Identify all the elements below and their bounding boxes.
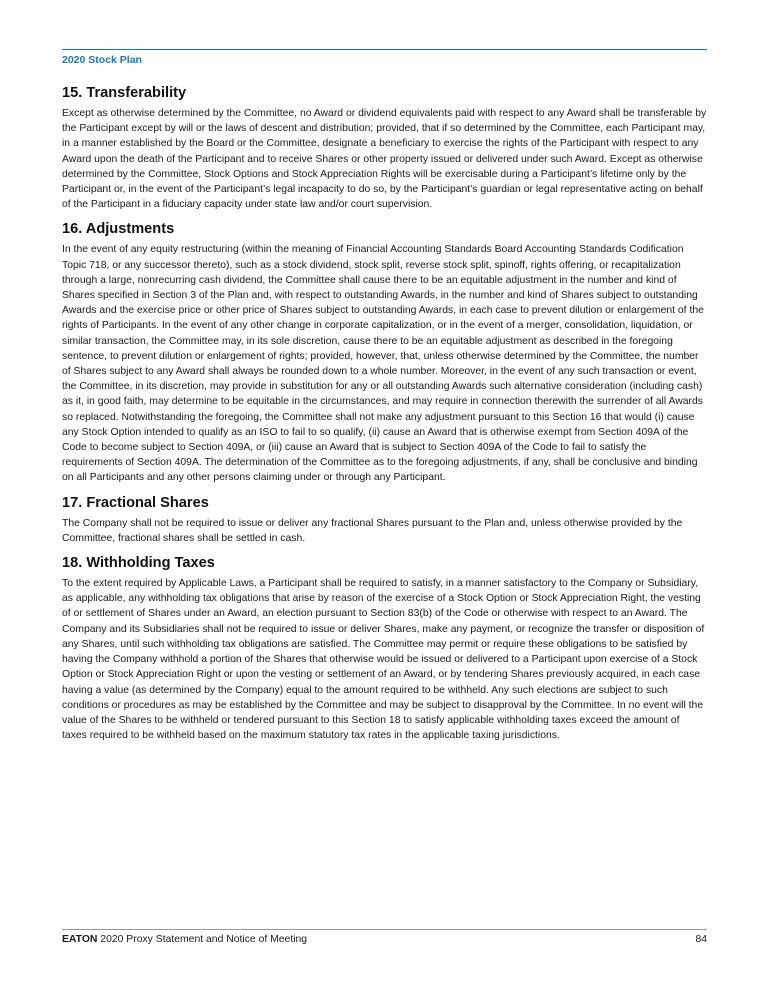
section-paragraph: In the event of any equity restructuring (within the meaning of Financial Accounting Standards Board Accounting Standards Codification Topic 718, or any successor thereto), such as a stock dividend, stock split, reverse stock split, spinoff, rights offering, or recapitalization through a large, nonrecurring cash dividend, the Committee shall cause there to be an equitable adjustment in the number and kind of Shares specified in Section 3 of the Plan and, with respect to outstanding Awards, in the number and kind of Shares subject to outstanding Awards and the exercise price or other price of Shares subject to outstanding Awards, in each case to prevent dilution or enlargement of the rights of Participants. In the event of any other change in corporate capitalization, or in the event of a merger, consolidation, liquidation, or similar transaction, the Committee may, in its sole discretion, cause there to be an equitable adjustment as described in the foregoing sentence, to prevent dilution or enlargement of rights; provided, however, that, unless otherwise determined by the Committee, the number of Shares subject to any Award shall always be rounded down to a whole number. Moreover, in the event of any such transaction or event, the Committee, in its discretion, may provide in substitution for any or all outstanding Awards such alternative consideration (including cash) as it, in good faith, may determine to be equitable in the circumstances, and may require in connection therewith the surrender of all Awards so replaced. Notwithstanding the foregoing, the Committee shall not make any adjustment pursuant to this Section 16 that would (i) cause any Stock Option intended to qualify as an ISO to fail to so qualify, (ii) cause an Award that is otherwise exempt from Section 409A of the Code to become subject to Section 409A, or (iii) cause an Award that is subject to Section 409A of the Code to fail to satisfy the requirements of Section 409A. The determination of the Committee as to the foregoing adjustments, if any, shall be conclusive and binding on all Participants and any other persons claiming under or through any Participant.	[62, 244, 704, 484]
footer-divider	[62, 929, 707, 930]
page-number: 84	[695, 934, 707, 945]
page-footer	[62, 934, 707, 945]
section-withholding-taxes	[62, 554, 707, 743]
section-paragraph: Except as otherwise determined by the Committee, no Award or dividend equivalents paid with respect to any Award shall be transferable by the Participant except by will or the laws of descent and distribution; provided, that if so determined by the Committee, each Participant may, in a manner established by the Board or the Committee, designate a beneficiary to exercise the rights of the Participant with respect to any Award upon the death of the Participant and to receive Shares or other property issued or delivered under such Award. Except as otherwise determined by the Committee, Stock Options and Stock Appreciation Rights will be exercisable during a Participant’s lifetime only by the Participant or, in the event of the Participant’s legal incapacity to do so, by the Participant’s guardian or legal representative acting on behalf of the Participant in a fiduciary capacity under state law and/or court supervision.	[62, 108, 707, 211]
section-heading: 17. Fractional Shares	[62, 494, 209, 511]
document-page	[62, 0, 707, 993]
section-paragraph: The Company shall not be required to issue or deliver any fractional Shares pursuant to the Plan and, unless otherwise provided by the Committee, fractional shares shall be settled in cash.	[62, 517, 683, 544]
section-transferability	[62, 84, 707, 212]
section-paragraph: To the extent required by Applicable Laws, a Participant shall be required to satisfy, in a manner satisfactory to the Company or Subsidiary, as applicable, any withholding tax obligations that arise by reason of the exercise of a Stock Option or Stock Appreciation Right, the vesting of or settlement of Shares under an Award, an election pursuant to Section 83(b) of the Code or otherwise with respect to an Award. The Company and its Subsidiaries shall not be required to issue or deliver Shares, make any payment, or recognize the transfer or disposition of any Shares, until such withholding tax obligations are satisfied. The Committee may permit or require these obligations to be satisfied by having the Company withhold a portion of the Shares that otherwise would be issued or delivered to a Participant upon exercise of a Stock Option or Stock Appreciation Right or upon the vesting or settlement of an Award, or by tendering Shares previously acquired, in each case having a value (as determined by the Company) equal to the amount required to be withheld. Any such elections are subject to such conditions or procedures as may be established by the Committee and may be subject to disapproval by the Committee. In no event will the value of the Shares to be withheld or tendered pursuant to this Section 18 to satisfy applicable withholding taxes exceed the amount of taxes required to be withheld based on the maximum statutory tax rates in the applicable taxing jurisdictions.	[62, 578, 705, 742]
running-header: 2020 Stock Plan	[62, 54, 142, 66]
footer-brand: EATON	[62, 934, 98, 945]
footer-title: 2020 Proxy Statement and Notice of Meeting	[97, 934, 308, 945]
section-heading: 16. Adjustments	[62, 221, 175, 238]
header-divider	[62, 49, 707, 50]
document-body	[62, 84, 707, 751]
section-heading: 18. Withholding Taxes	[62, 555, 215, 572]
section-adjustments	[62, 220, 707, 485]
section-heading: 15. Transferability	[62, 85, 187, 101]
section-fractional-shares	[62, 494, 707, 546]
